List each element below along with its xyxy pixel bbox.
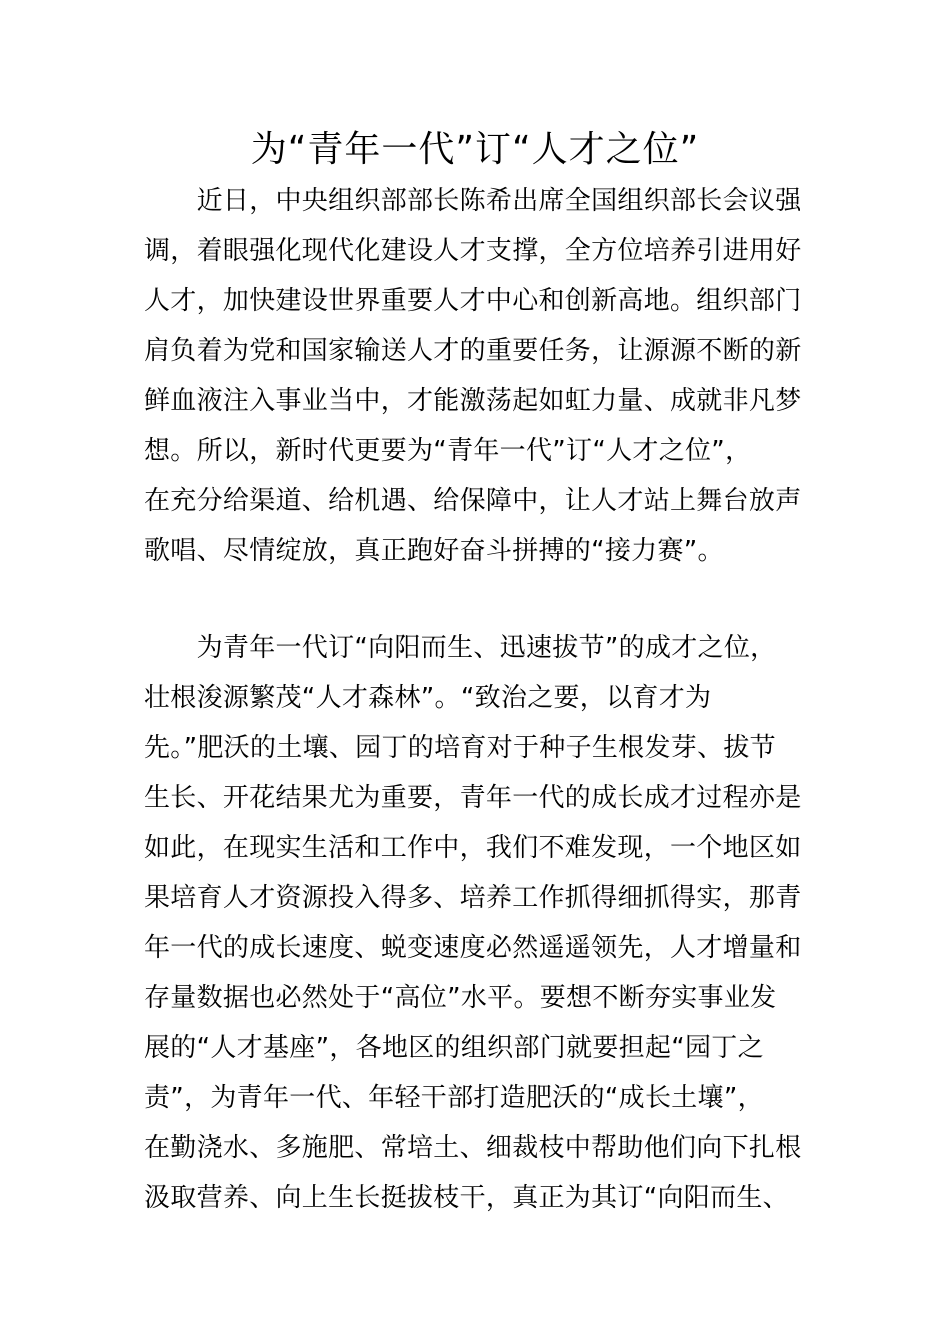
paragraph-line: 想。所以，新时代更要为“青年一代”订“人才之位”， bbox=[144, 436, 752, 466]
paragraph-line: 肩负着为党和国家输送人才的重要任务，让源源不断的新 bbox=[144, 336, 802, 366]
paragraph-line: 壮根浚源繁茂“人才森林”。“致治之要，以育才为 bbox=[144, 683, 712, 713]
paragraph-line: 先。”肥沃的土壤、园丁的培育对于种子生根发芽、拔节 bbox=[144, 733, 776, 763]
paragraph-line: 年一代的成长速度、蜕变速度必然遥遥领先，人才增量和 bbox=[144, 933, 802, 963]
paragraph-line: 为青年一代订“向阳而生、迅速拔节”的成才之位， bbox=[144, 633, 777, 663]
paragraph-line: 展的“人才基座”，各地区的组织部门就要担起“园丁之 bbox=[144, 1033, 764, 1063]
paragraph-1 bbox=[144, 176, 810, 576]
paragraph-line: 汲取营养、向上生长挺拔枝干，真正为其订“向阳而生、 bbox=[144, 1183, 789, 1213]
paragraph-line: 调，着眼强化现代化建设人才支撑，全方位培养引进用好 bbox=[144, 236, 802, 266]
document-title: 为“青年一代”订“人才之位” bbox=[250, 129, 700, 170]
paragraph-line: 如此，在现实生活和工作中，我们不难发现，一个地区如 bbox=[144, 833, 802, 863]
paragraph-line: 生长、开花结果尤为重要，青年一代的成长成才过程亦是 bbox=[144, 783, 802, 813]
paragraph-line: 近日，中央组织部部长陈希出席全国组织部长会议强 bbox=[144, 186, 802, 216]
paragraph-line: 责”，为青年一代、年轻干部打造肥沃的“成长土壤”， bbox=[144, 1083, 764, 1113]
paragraph-line: 人才，加快建设世界重要人才中心和创新高地。组织部门 bbox=[144, 286, 802, 316]
paragraph-line: 在充分给渠道、给机遇、给保障中，让人才站上舞台放声 bbox=[144, 486, 802, 516]
paragraph-2 bbox=[144, 623, 810, 1223]
paragraph-line: 鲜血液注入事业当中，才能激荡起如虹力量、成就非凡梦 bbox=[144, 386, 802, 416]
paragraph-line: 果培育人才资源投入得多、培养工作抓得细抓得实，那青 bbox=[144, 883, 802, 913]
paragraph-line: 在勤浇水、多施肥、常培土、细裁枝中帮助他们向下扎根 bbox=[144, 1133, 802, 1163]
paragraph-line: 歌唱、尽情绽放，真正跑好奋斗拼搏的“接力赛”。 bbox=[144, 536, 724, 566]
paragraph-line: 存量数据也必然处于“高位”水平。要想不断夯实事业发 bbox=[144, 983, 777, 1013]
